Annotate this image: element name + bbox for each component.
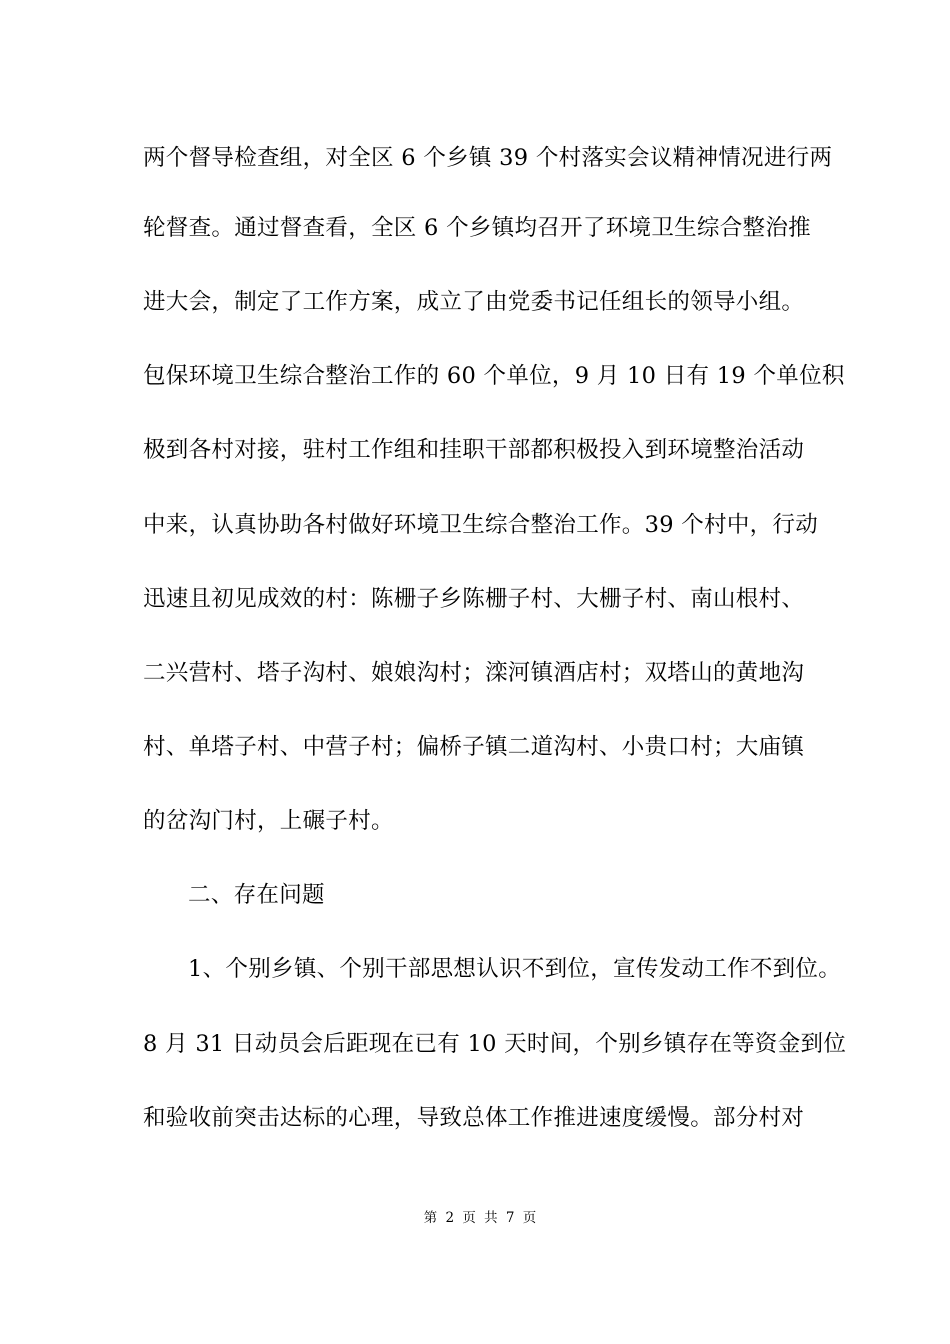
body-line-12: 1、个别乡镇、个别干部思想认识不到位，宣传发动工作不到位。 <box>188 956 842 982</box>
body-line-8: 二兴营村、塔子沟村、娘娘沟村；滦河镇酒店村；双塔山的黄地沟 <box>143 660 805 686</box>
body-line-5: 极到各村对接，驻村工作组和挂职干部都积极投入到环境整治活动 <box>143 437 805 463</box>
body-line-6: 中来，认真协助各村做好环境卫生综合整治工作。39 个村中，行动 <box>143 512 819 538</box>
body-line-14: 和验收前突击达标的心理，导致总体工作推进速度缓慢。部分村对 <box>143 1105 805 1131</box>
body-line-2: 轮督查。通过督查看，全区 6 个乡镇均召开了环境卫生综合整治推 <box>143 215 811 241</box>
section-heading: 二、存在问题 <box>188 882 325 908</box>
body-line-7: 迅速且初见成效的村：陈栅子乡陈栅子村、大栅子村、南山根村、 <box>143 586 805 612</box>
body-line-10: 的岔沟门村，上碾子村。 <box>143 808 394 834</box>
body-line-3: 进大会，制定了工作方案，成立了由党委书记任组长的领导小组。 <box>143 289 805 315</box>
body-line-1: 两个督导检查组，对全区 6 个乡镇 39 个村落实会议精神情况进行两 <box>143 145 833 171</box>
body-line-4: 包保环境卫生综合整治工作的 60 个单位，9 月 10 日有 19 个单位积 <box>143 363 845 389</box>
page-number-footer: 第 2 页 共 7 页 <box>423 1210 539 1226</box>
body-line-13: 8 月 31 日动员会后距现在已有 10 天时间，个别乡镇存在等资金到位 <box>143 1031 847 1057</box>
body-line-9: 村、单塔子村、中营子村；偏桥子镇二道沟村、小贵口村；大庙镇 <box>143 734 805 760</box>
